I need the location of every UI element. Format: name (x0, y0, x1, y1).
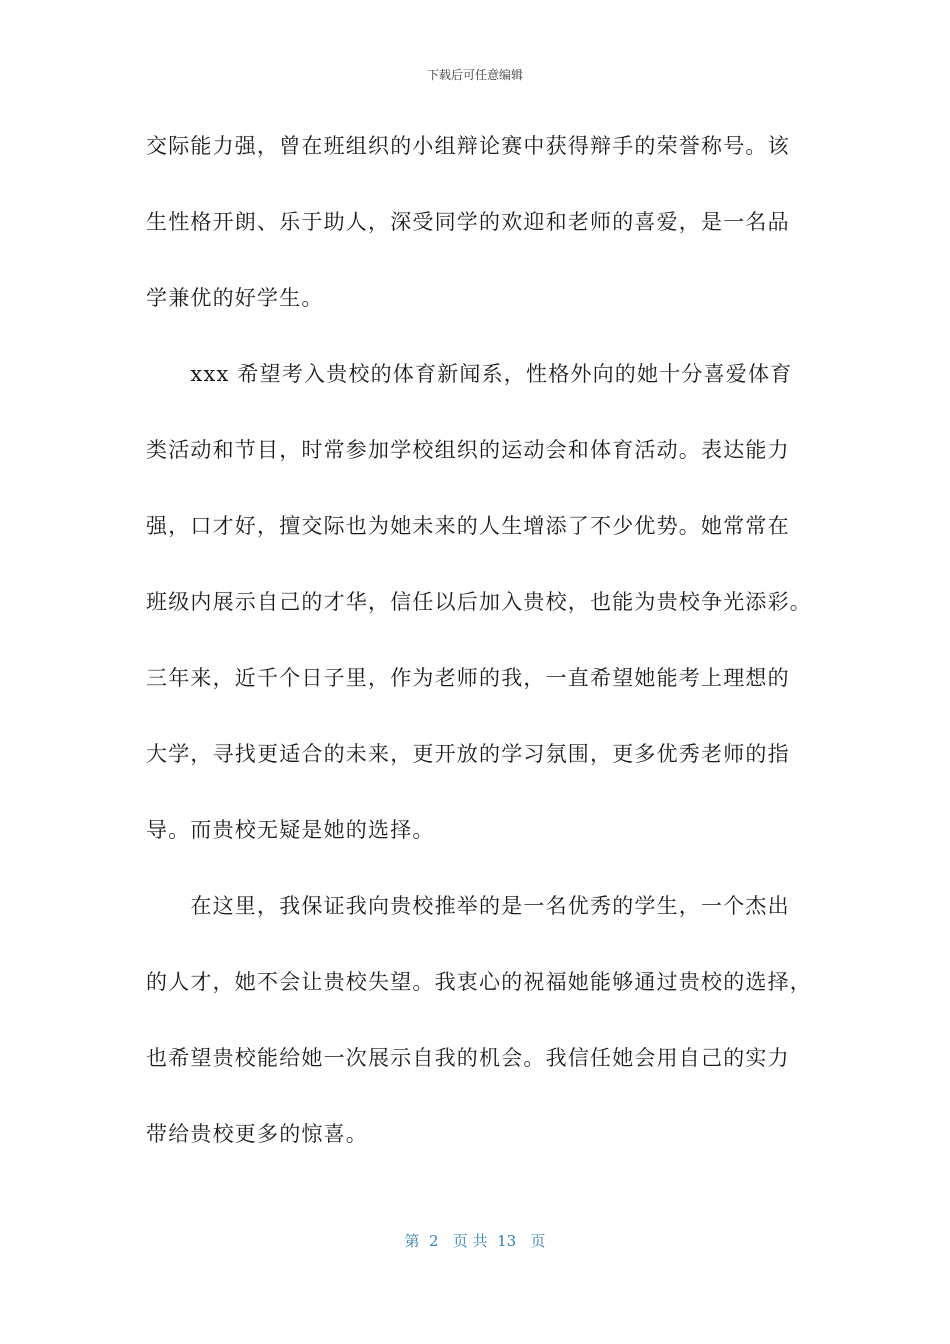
text-line: 强，口才好，擅交际也为她未来的人生增添了不少优势。她常常在 (146, 514, 790, 538)
text-line: 交际能力强，曾在班组织的小组辩论赛中获得辩手的荣誉称号。该 (146, 134, 790, 158)
text-line: 大学，寻找更适合的未来，更开放的学习氛围，更多优秀老师的指 (146, 742, 790, 766)
text-line: 班级内展示自己的才华，信任以后加入贵校，也能为贵校争光添彩。 (146, 590, 812, 614)
text-line: 的人才，她不会让贵校失望。我衷心的祝福她能够通过贵校的选择， (146, 970, 812, 994)
text-line: xxx 希望考入贵校的体育新闻系，性格外向的她十分喜爱体育 (146, 362, 793, 386)
text-line: 带给贵校更多的惊喜。 (146, 1122, 368, 1146)
text-line: 在这里，我保证我向贵校推举的是一名优秀的学生，一个杰出 (146, 894, 790, 918)
text-line: 生性格开朗、乐于助人，深受同学的欢迎和老师的喜爱，是一名品 (146, 210, 790, 234)
text-line: 学兼优的好学生。 (146, 286, 324, 310)
text-line: 导。而贵校无疑是她的选择。 (146, 818, 435, 842)
page-number: 第 2 页 共 13 页 (404, 1232, 546, 1250)
text-line: 类活动和节目，时常参加学校组织的运动会和体育活动。表达能力 (146, 438, 790, 462)
text-line: 也希望贵校能给她一次展示自我的机会。我信任她会用自己的实力 (146, 1046, 790, 1070)
text-line: 三年来，近千个日子里，作为老师的我，一直希望她能考上理想的 (146, 666, 790, 690)
page-header: 下载后可任意编辑 (426, 68, 523, 82)
